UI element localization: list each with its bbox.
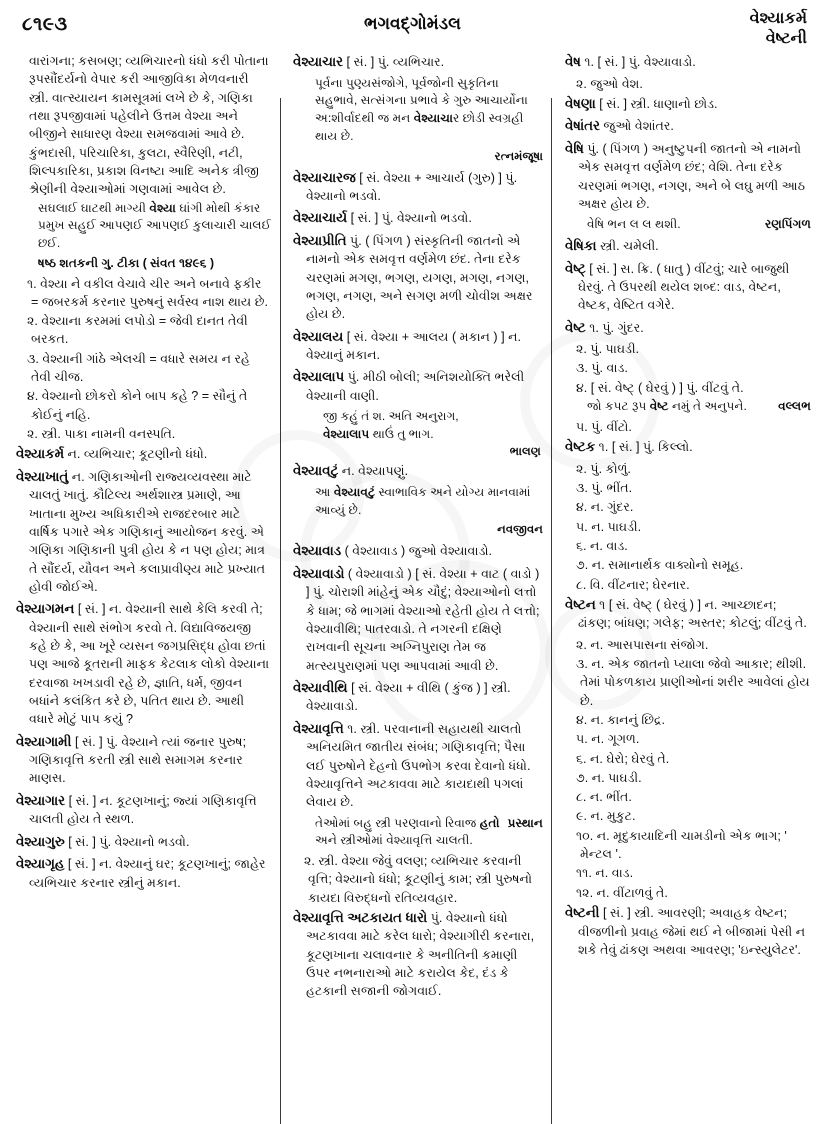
illustrative-citation bbox=[565, 216, 811, 234]
entry-sense bbox=[565, 75, 811, 93]
text-column-2 bbox=[282, 52, 554, 1086]
citation-text: તેઓમાં બહુ સ્ત્રી પરણવાનો રિવાજ bbox=[315, 815, 480, 830]
guide-words bbox=[750, 9, 807, 48]
entry-sense bbox=[565, 655, 811, 710]
book-title: ભગવદ્‌ગોમંડલ bbox=[364, 14, 461, 33]
dictionary-entry bbox=[293, 367, 543, 405]
entry-definition: ( વેશ્યાવાડ ) જુઓ વેશ્યાવાડો. bbox=[341, 544, 493, 559]
sense-text: ૫. ન. પાઘડી. bbox=[576, 519, 642, 534]
entry-sense bbox=[565, 576, 811, 594]
entry-headword: વેશ્યાલય bbox=[293, 328, 344, 344]
running-head bbox=[0, 0, 825, 52]
citation-source: વલ્લભ bbox=[778, 399, 811, 414]
entry-headword: વેશ્યાલાપ bbox=[293, 369, 345, 385]
entry-definition: પું. ( પિંગળ ) અનુષ્ટુપની જાતનો એ નામનો એક સમવૃત્ત વર્ણમેળ છંદ; વેશિ. તેના દરેક ચરણમાં ભગણ, નગણ, અને બે લઘુ મળી આઠ અક્ષર હોય છે. bbox=[578, 141, 806, 211]
sense-text: ૧૦. ન. મૃદુકાયાદિની ચામડીનો એક ભાગ; ' મેન્ટલ '. bbox=[576, 828, 787, 862]
entry-definition: ૧. [ સં. ] પું. કિલ્લો. bbox=[595, 440, 693, 455]
entry-definition: [ સં. ] સ્ત્રી. ધાણાનો છોડ. bbox=[595, 96, 718, 111]
dictionary-entry bbox=[16, 467, 271, 596]
column-container bbox=[0, 52, 825, 1086]
sense-text: ૬. ન. ઘેરો; ઘેરવું તે. bbox=[576, 751, 670, 766]
sense-text: ૮. વિ. વીંટનાર; ઘેરનાર. bbox=[576, 577, 690, 592]
entry-definition: જુઓ વેશાંતર. bbox=[599, 119, 674, 134]
citation-text: સ્વાભાવિક અને યોગ્ય માનવામાં આવ્યું છે. bbox=[315, 484, 531, 517]
dictionary-entry bbox=[565, 139, 811, 213]
entry-headword: વેશ્યાકર્મ bbox=[16, 446, 65, 462]
sense-text: ૨. પું. કોળું. bbox=[576, 461, 631, 476]
page-number: ૮૧૯૩ bbox=[22, 14, 68, 35]
entry-headword: વેશ્યાચારજ bbox=[293, 169, 356, 185]
citation-text: ર છોડી સ્વગ્રહી થાય છે. bbox=[315, 111, 524, 143]
entry-sense bbox=[565, 498, 811, 516]
entry-definition: ૧. [ સં. ] પું. વેશ્યાવાડો. bbox=[580, 55, 696, 69]
entry-definition: ૧. પું. ગુંદર. bbox=[585, 320, 644, 335]
guide-word-first: વેશ્યાકર્મ bbox=[749, 10, 807, 27]
sense-text: ૬. ન. વાડ. bbox=[576, 538, 628, 553]
entry-definition: [ સં. ] સ. ક્રિ. ( ધાતુ ) વીંટવું; ચારે બાજુથી ઘેરવું. તે ઉપરથી થયેલ શબ્દ: વાડ, વેષ્ટન, વેષ્ટક, વેષ્ટિત વગેરે. bbox=[578, 261, 790, 313]
entry-definition: પું. વેશ્યાનો ધંધો અટકાવવા માટે કરેલ ધારો; વેશ્યાગીરી કરનારા, કૂટણખાના ચલાવનાર કે અનીતિની કમાણી ઉપર નભનારાઓ માટે કરાયેલ કેદ, દંડ કે હટકાની સજાની જોગવાઈ. bbox=[306, 910, 535, 999]
sense-text: ૮. ન. ભીંત. bbox=[576, 790, 632, 805]
citation-keyword: વેષ્ટ bbox=[649, 399, 669, 414]
entry-definition: [ સં. વેશ્યા + વીથિ ( કુંજ ) ] સ્ત્રી. વેશ્યાવાડો. bbox=[306, 680, 511, 714]
entry-headword: વેશ્યાખાતું bbox=[16, 468, 69, 484]
sense-text: ૫. પું. વીંટો. bbox=[576, 419, 632, 434]
citation-keyword: વેશ્યાવટું bbox=[333, 484, 376, 499]
entry-headword: વેષાંતર bbox=[565, 118, 600, 134]
entry-sense bbox=[16, 425, 271, 443]
dictionary-entry bbox=[565, 903, 811, 959]
citation-keyword: હતો bbox=[479, 815, 500, 830]
dictionary-entry bbox=[16, 444, 271, 464]
citation-source: ભાલણ bbox=[509, 445, 541, 459]
entry-headword: વેશ્યાગામી bbox=[16, 733, 72, 749]
citation-text: અને સ્ત્રીઓમાં વેશ્યાવૃત્તિ ચાલતી. bbox=[315, 833, 473, 848]
entry-definition: [ સં. ] ન. વેશ્યાની સાથે કેલિ કરવી તે; વેશ્યાની સાથે સંભોગ કરવો તે. વિદ્યાવિજયજી કહે છે કે, આ ખૂરે વ્યસન જગપ્રસિદ્ધ હોવા છતાં પણ આજે કૂતરાની માફક કેટલાક લોકો વેશ્યાના દરવાજા ખખડાવી રહે છે, જ્ઞાતિ, ધર્મ, જીવન બધાંને કલંકિત કરે છે, પતિત થાય છે. આથી વધારે મોટું પાપ કયું ? bbox=[29, 602, 270, 727]
dictionary-entry bbox=[16, 732, 271, 788]
verse-line bbox=[323, 426, 543, 444]
guide-word-last: વેષ્ટની bbox=[765, 29, 807, 47]
entry-sense bbox=[565, 864, 811, 882]
sense-text: ૩. વેશ્યાની ગાંઠે એલચી = વધારે સમય ન રહે તેવી ચીજ. bbox=[27, 351, 250, 385]
entry-sense bbox=[565, 807, 811, 825]
dictionary-entry bbox=[293, 231, 543, 324]
entry-headword: વેશ્યાચાર્ય bbox=[293, 210, 348, 226]
entry-headword: વેશ્યાપ્રીતિ bbox=[293, 232, 347, 248]
entry-sense bbox=[565, 884, 811, 902]
citation-keyword: વેશ્યા bbox=[149, 200, 176, 215]
entry-headword: વેશ્યાવૃત્તિ bbox=[293, 720, 344, 736]
entry-sense bbox=[565, 340, 811, 358]
entry-sense bbox=[565, 636, 811, 654]
sense-text: ૩. પું. વાડ. bbox=[576, 361, 628, 376]
entry-sense bbox=[565, 788, 811, 806]
entry-definition: પું. મીઠી બોલી; અનિશયોક્તિ ભરેલી વેશ્યાની વાણી. bbox=[306, 370, 525, 403]
entry-headword: વેષ્ટની bbox=[565, 905, 600, 920]
entry-definition: [ સં. ] પું. વેશ્યાને ત્યાં જનાર પુરુષ; ગણિકાવૃત્તિ કરતી સ્ત્રી સાથે સમાગમ કરનાર માણસ. bbox=[29, 734, 247, 786]
entry-sense bbox=[16, 350, 271, 387]
entry-definition: [ સં. વેશ્યા + આચાર્ય (ગુરુ) ] પું. વેશ્યાનો ભડવો. bbox=[306, 170, 518, 204]
citation-attribution bbox=[293, 521, 543, 538]
citation-source: રણપિંગળ bbox=[765, 217, 811, 232]
dictionary-entry bbox=[565, 259, 811, 315]
sense-text: ૪. [ સં. વેષ્ટ્ ( ઘેરવું ) ] પું. વીંટવું તે. bbox=[576, 380, 744, 395]
entry-sense bbox=[565, 556, 811, 574]
entry-headword: વેષિ bbox=[565, 140, 584, 156]
sense-text: ૭. ન. સમાનાર્થક વાક્યોનો સમૂહ. bbox=[576, 558, 744, 573]
sense-text: ૩. પું. ભીંત. bbox=[576, 480, 633, 495]
dictionary-entry bbox=[565, 437, 811, 457]
sense-text: ૫. ન. ગૂગળ. bbox=[576, 732, 640, 747]
dictionary-entry bbox=[565, 318, 811, 338]
entry-definition: [ સં. ] પું. વ્યભિચાર. bbox=[343, 55, 445, 69]
sense-text: ૭. ન. પાઘડી. bbox=[576, 770, 642, 785]
dictionary-entry bbox=[293, 327, 543, 365]
entry-headword: વેષ્ટક bbox=[565, 439, 596, 455]
dictionary-entry bbox=[16, 791, 271, 829]
verse-keyword: વેશ્યાલાપ bbox=[323, 426, 370, 441]
entry-headword: વેષિકા bbox=[565, 238, 597, 253]
citation-text: ઘાંગી મોથી કંકાર પ્રમુખ સહુઈ આપણઈ આપણઈ કુલાચારી ચાલઈ છઈ. bbox=[38, 200, 271, 250]
illustrative-citation bbox=[293, 815, 543, 851]
entry-definition: ૧. સ્ત્રી. પરવાનાની સહાયથી ચાલતો અનિયમિત જાતીય સંબંધ; ગણિકાવૃત્તિ; પૈસા લઈ પુરુષોને દેહનો ઉપભોગ કરવા દેવાનો ધંધો. વેશ્યાવૃત્તિને અટકાવવા માટે કાયદાથી પગલાં લેવાય છે. bbox=[306, 721, 531, 810]
verse-line: જી કહું તં શ. અતિ અનુરાગ, bbox=[323, 409, 459, 424]
entry-headword: વેશ્યાવટું bbox=[293, 463, 339, 479]
entry-sense bbox=[565, 730, 811, 748]
entry-definition: [ સં. ] સ્ત્રી. આવરણી; અવાહક વેષ્ટન; વીજળીનો પ્રવાહ જેમાં થઈ ને બીજામાં પેસી ન શકે તેવું ઢાંકણ અથવા આવરણ; 'ઇન્સ્યુલેટર'. bbox=[578, 906, 806, 957]
entry-headword: વેષ્ટ્ bbox=[565, 260, 586, 276]
sense-text: ૨. વેશ્યાના કરમમાં લપોડો = જેવી દાનત તેવી બરકત. bbox=[27, 314, 248, 347]
dictionary-entry bbox=[293, 52, 543, 72]
illustrative-citation bbox=[16, 200, 271, 253]
entry-definition: [ સં. ] ન. કૂટણખાનું; જ્યાં ગણિકાવૃત્તિ ચાલતી હોય તે સ્થળ. bbox=[29, 793, 257, 827]
sense-text: ૨. જુઓ વેશ. bbox=[576, 76, 643, 91]
entry-sense bbox=[565, 379, 811, 397]
entry-sense bbox=[16, 275, 271, 312]
entry-headword: વેષણા bbox=[565, 95, 596, 111]
sense-text: ૪. ન. ગુંદર. bbox=[576, 500, 634, 515]
illustrative-citation bbox=[293, 484, 543, 520]
entry-headword: વેષ bbox=[565, 54, 581, 69]
verse-quotation bbox=[293, 408, 543, 460]
entry-headword: વેશ્યાવાડો bbox=[293, 565, 345, 581]
sense-text: ૪. ન. કાનનું છિદ્ર. bbox=[576, 712, 665, 727]
sense-text: ૯. ન. મુકુટ. bbox=[576, 809, 636, 824]
illustrative-citation bbox=[293, 75, 543, 146]
dictionary-entry bbox=[16, 854, 271, 892]
citation-source: પ્રસ્થાન bbox=[507, 815, 543, 830]
citation-text: જો કપટ રૂપ bbox=[587, 399, 650, 414]
entry-definition: ( વેશ્યાવાડો ) [ સં. વેશ્યા + વાટ ( વાડો ) ] પું. ચોરાશી માંહેનું એક ચૌદું; વેશ્યાઓનો લત્તો કે ધામ; જે ભાગમાં વેશ્યાઓ રહેતી હોય તે લત્તો; વેશ્યાવીથિ; પાતરવાડો. તે નગરની દક્ષિણે રાખવાની સૂચના અગ્નિપુરાણ તેમ જ મત્સ્યપુરાણમાં પણ આપવામાં આવી છે. bbox=[306, 566, 540, 673]
sense-text: ૨. ન. આસપાસના સંજોગ. bbox=[576, 637, 709, 652]
dictionary-entry bbox=[293, 168, 543, 206]
citation-keyword: વેશ્યાચા bbox=[413, 111, 453, 125]
dictionary-entry bbox=[565, 94, 811, 114]
sense-text: ૨. પું. પાઘડી. bbox=[576, 342, 640, 357]
dictionary-entry bbox=[16, 832, 271, 852]
sense-text: ૧. વેશ્યા ને વકીલ વેચાવે ચીર અને બનાવે ફકીર = જબરકર્મ કરનાર પુરુષનું સર્વસ્વ નાશ થાય છે. bbox=[27, 276, 268, 309]
verse-line-rest: થાઉં તુ ભાગ. bbox=[369, 426, 434, 441]
citation-text: નમું તે અનુપને. bbox=[668, 399, 747, 414]
entry-definition: [ સં. વેશ્યા + આલય ( મકાન ) ] ન. વેશ્યાનું મકાન. bbox=[306, 329, 521, 363]
entry-definition: ન. વ્યભિચાર; કૂટણીનો ધંધો. bbox=[64, 447, 208, 462]
entry-sense bbox=[565, 537, 811, 555]
entry-headword: વેશ્યાગૃહ bbox=[16, 856, 65, 871]
entry-sense bbox=[16, 312, 271, 349]
citation-text: સઘલાઈ ઘાટથી માગ્યી bbox=[38, 200, 150, 215]
entry-sense bbox=[16, 387, 271, 424]
citation-text: વેષિ ભન લ લ થશી. bbox=[587, 217, 681, 232]
entry-sense bbox=[565, 750, 811, 768]
entry-sense bbox=[565, 418, 811, 436]
entry-definition: ન. વેશ્યાપણું. bbox=[338, 464, 409, 479]
dictionary-entry bbox=[293, 678, 543, 716]
entry-sense bbox=[565, 711, 811, 729]
sense-text: ૧૨. ન. વીંટાળવું તે. bbox=[576, 885, 668, 900]
citation-text: આ bbox=[315, 484, 334, 499]
sense-text: ૪. વેશ્યાનો છોકરો કોને બાપ કહે ? = સૌનું તે કોઈનું નહિ. bbox=[27, 389, 248, 422]
citation-attribution bbox=[16, 255, 271, 273]
entry-headword: વેશ્યાવૃત્તિ અટકાયત ધારો bbox=[293, 909, 428, 925]
dictionary-entry bbox=[565, 52, 811, 72]
dictionary-entry bbox=[565, 116, 811, 136]
entry-definition: સ્ત્રી. ચમેલી. bbox=[596, 239, 659, 253]
citation-attribution bbox=[293, 148, 543, 165]
entry-headword: વેશ્યાગુરુ bbox=[16, 833, 65, 849]
entry-sense bbox=[293, 852, 543, 907]
dictionary-entry bbox=[565, 236, 811, 256]
entry-definition: [ સં. ] ન. વેશ્યાનું ઘર; કૂટણખાનું; જાહેર વ્યભિચાર કરનાર સ્ત્રીનું મકાન. bbox=[29, 857, 266, 890]
dictionary-entry bbox=[293, 208, 543, 228]
entry-definition: પું. ( પિંગળ ) સંસ્કૃતિની જાતનો એ નામનો એક સમવૃત્ત વર્ણમેળ છંદ. તેના દરેક ચરણમાં મગણ, ભગણ, યગણ, મગણ, નગણ, ભગણ, નગણ, અને સગણ મળી ચોવીશ અક્ષર હોય છે. bbox=[306, 233, 533, 322]
entry-headword: વેશ્યાગમન bbox=[16, 601, 75, 617]
entry-definition: [ સં. ] પું. વેશ્યાનો ભડવો. bbox=[64, 834, 190, 849]
entry-headword: વેષ્ટ bbox=[565, 319, 586, 335]
text-column-3 bbox=[554, 52, 811, 1086]
entry-sense bbox=[565, 460, 811, 478]
entry-continuation bbox=[16, 52, 271, 199]
dictionary-entry bbox=[293, 908, 543, 1001]
entry-definition: ૧ [ સં. વેષ્ટ્ ( ઘેરવું ) ] ન. આચ્છાદન; ઢાંકણ; બાંધણ; ગલેફ; અસ્તર; કોટલું; વીંટવું તે. bbox=[578, 597, 807, 631]
dictionary-entry bbox=[293, 541, 543, 561]
dictionary-entry bbox=[293, 461, 543, 481]
entry-definition: [ સં. ] પું. વેશ્યાનો ભડવો. bbox=[347, 211, 472, 226]
continuation-text: વારાંગના; કસબણ; વ્યભિચારનો ધંધો કરી પોતાના રૂપસૌંદર્યનો વેપાર કરી આજીવિકા મેળવનારી સ્ત્રી. વાત્સ્યાયન કામસૂત્રમાં લખે છે કે, ગણિકા તથા રૂપજીવામાં પહેલીને ઉત્તમ વેશ્યા અને બીજીને સાધારણ વેશ્યા સમજવામાં આવે છે. કુંભદાસી, પરિચારિકા, કુલટા, સ્વૈરિણી, નટી, શિલ્પકારિકા, પ્રકાશ વિનષ્ટા આદિ અનેક ત્રીજી શ્રેણીની વેશ્યાઓમાં ગણવામાં આવેલ છે. bbox=[29, 54, 269, 197]
sense-text: ૧૧. ન. વાડ. bbox=[576, 866, 634, 881]
sense-text: ૩. ન. એક જાતનો પ્યાલા જેવો આકાર; થીશી. તેમાં પોકળકાય પ્રાણીઓનાં શરીર આવેલાં હોય છે. bbox=[576, 656, 810, 708]
illustrative-citation bbox=[565, 398, 811, 416]
entry-headword: વેશ્યાગાર bbox=[16, 792, 66, 808]
entry-sense bbox=[565, 518, 811, 536]
citation-source: રત્નમંજૂષા bbox=[494, 149, 543, 163]
sense-text: ૨. સ્ત્રી. વેશ્યા જેવું વલણ; વ્યભિચાર કરવાની વૃત્તિ; વેશ્યાનો ધંધો; કૂટણીનું કામ; સ્ત્રી પુરુષનો કાયદા વિરુદ્ધનો રતિવ્યવહાર. bbox=[304, 854, 533, 905]
dictionary-entry bbox=[293, 719, 543, 812]
citation-source: ષષ્ઠ શતકની ગુ. ટીકા ( સંવત ૧૪૯૬ ) bbox=[38, 255, 215, 270]
entry-sense bbox=[565, 827, 811, 864]
citation-source: નવજીવન bbox=[497, 523, 543, 537]
dictionary-entry bbox=[16, 599, 271, 728]
entry-headword: વેષ્ટન bbox=[565, 596, 596, 612]
entry-headword: વેશ્યાવાડ bbox=[293, 543, 342, 559]
entry-sense bbox=[565, 479, 811, 497]
sense-text: ૨. સ્ત્રી. પાકા નામની વનસ્પતિ. bbox=[27, 427, 176, 441]
entry-headword: વેશ્યાચાર bbox=[293, 54, 344, 69]
entry-sense bbox=[565, 359, 811, 377]
dictionary-entry bbox=[293, 564, 543, 675]
entry-sense bbox=[565, 769, 811, 787]
dictionary-entry bbox=[565, 595, 811, 633]
text-column-1 bbox=[16, 52, 282, 1086]
entry-headword: વેશ્યાવીથિ bbox=[293, 679, 348, 695]
citation-text: પૂર્વના પુણ્યસંજોગે, પૂર્વજોની સુકૃતિના સહુભાવે, સત્સંગના પ્રભાવે કે ગુરુ આચાર્યોના અ:શીર્વાદથી જ મન bbox=[315, 75, 528, 125]
entry-definition: ન. ગણિકાઓની રાજ્યવ્યવસ્થા માટે ચાલતું ખાતું. કૌટિલ્ય અર્થશાસ્ત્ર પ્રમાણે, આ ખાતાના મુખ્ય અધિકારીએ રાજદરબાર માટે વાર્ષિક પગારે એક ગણિકાનું આયોજન કરવું. એ ગણિકા ગણિકાની પુત્રી હોય કે ન પણ હોય; માત્ર તે સૌંદર્ય, યૌવન અને કલાપ્રાવીણ્ય માટે પ્રખ્યાત હોવી જોઈએ. bbox=[29, 469, 266, 594]
